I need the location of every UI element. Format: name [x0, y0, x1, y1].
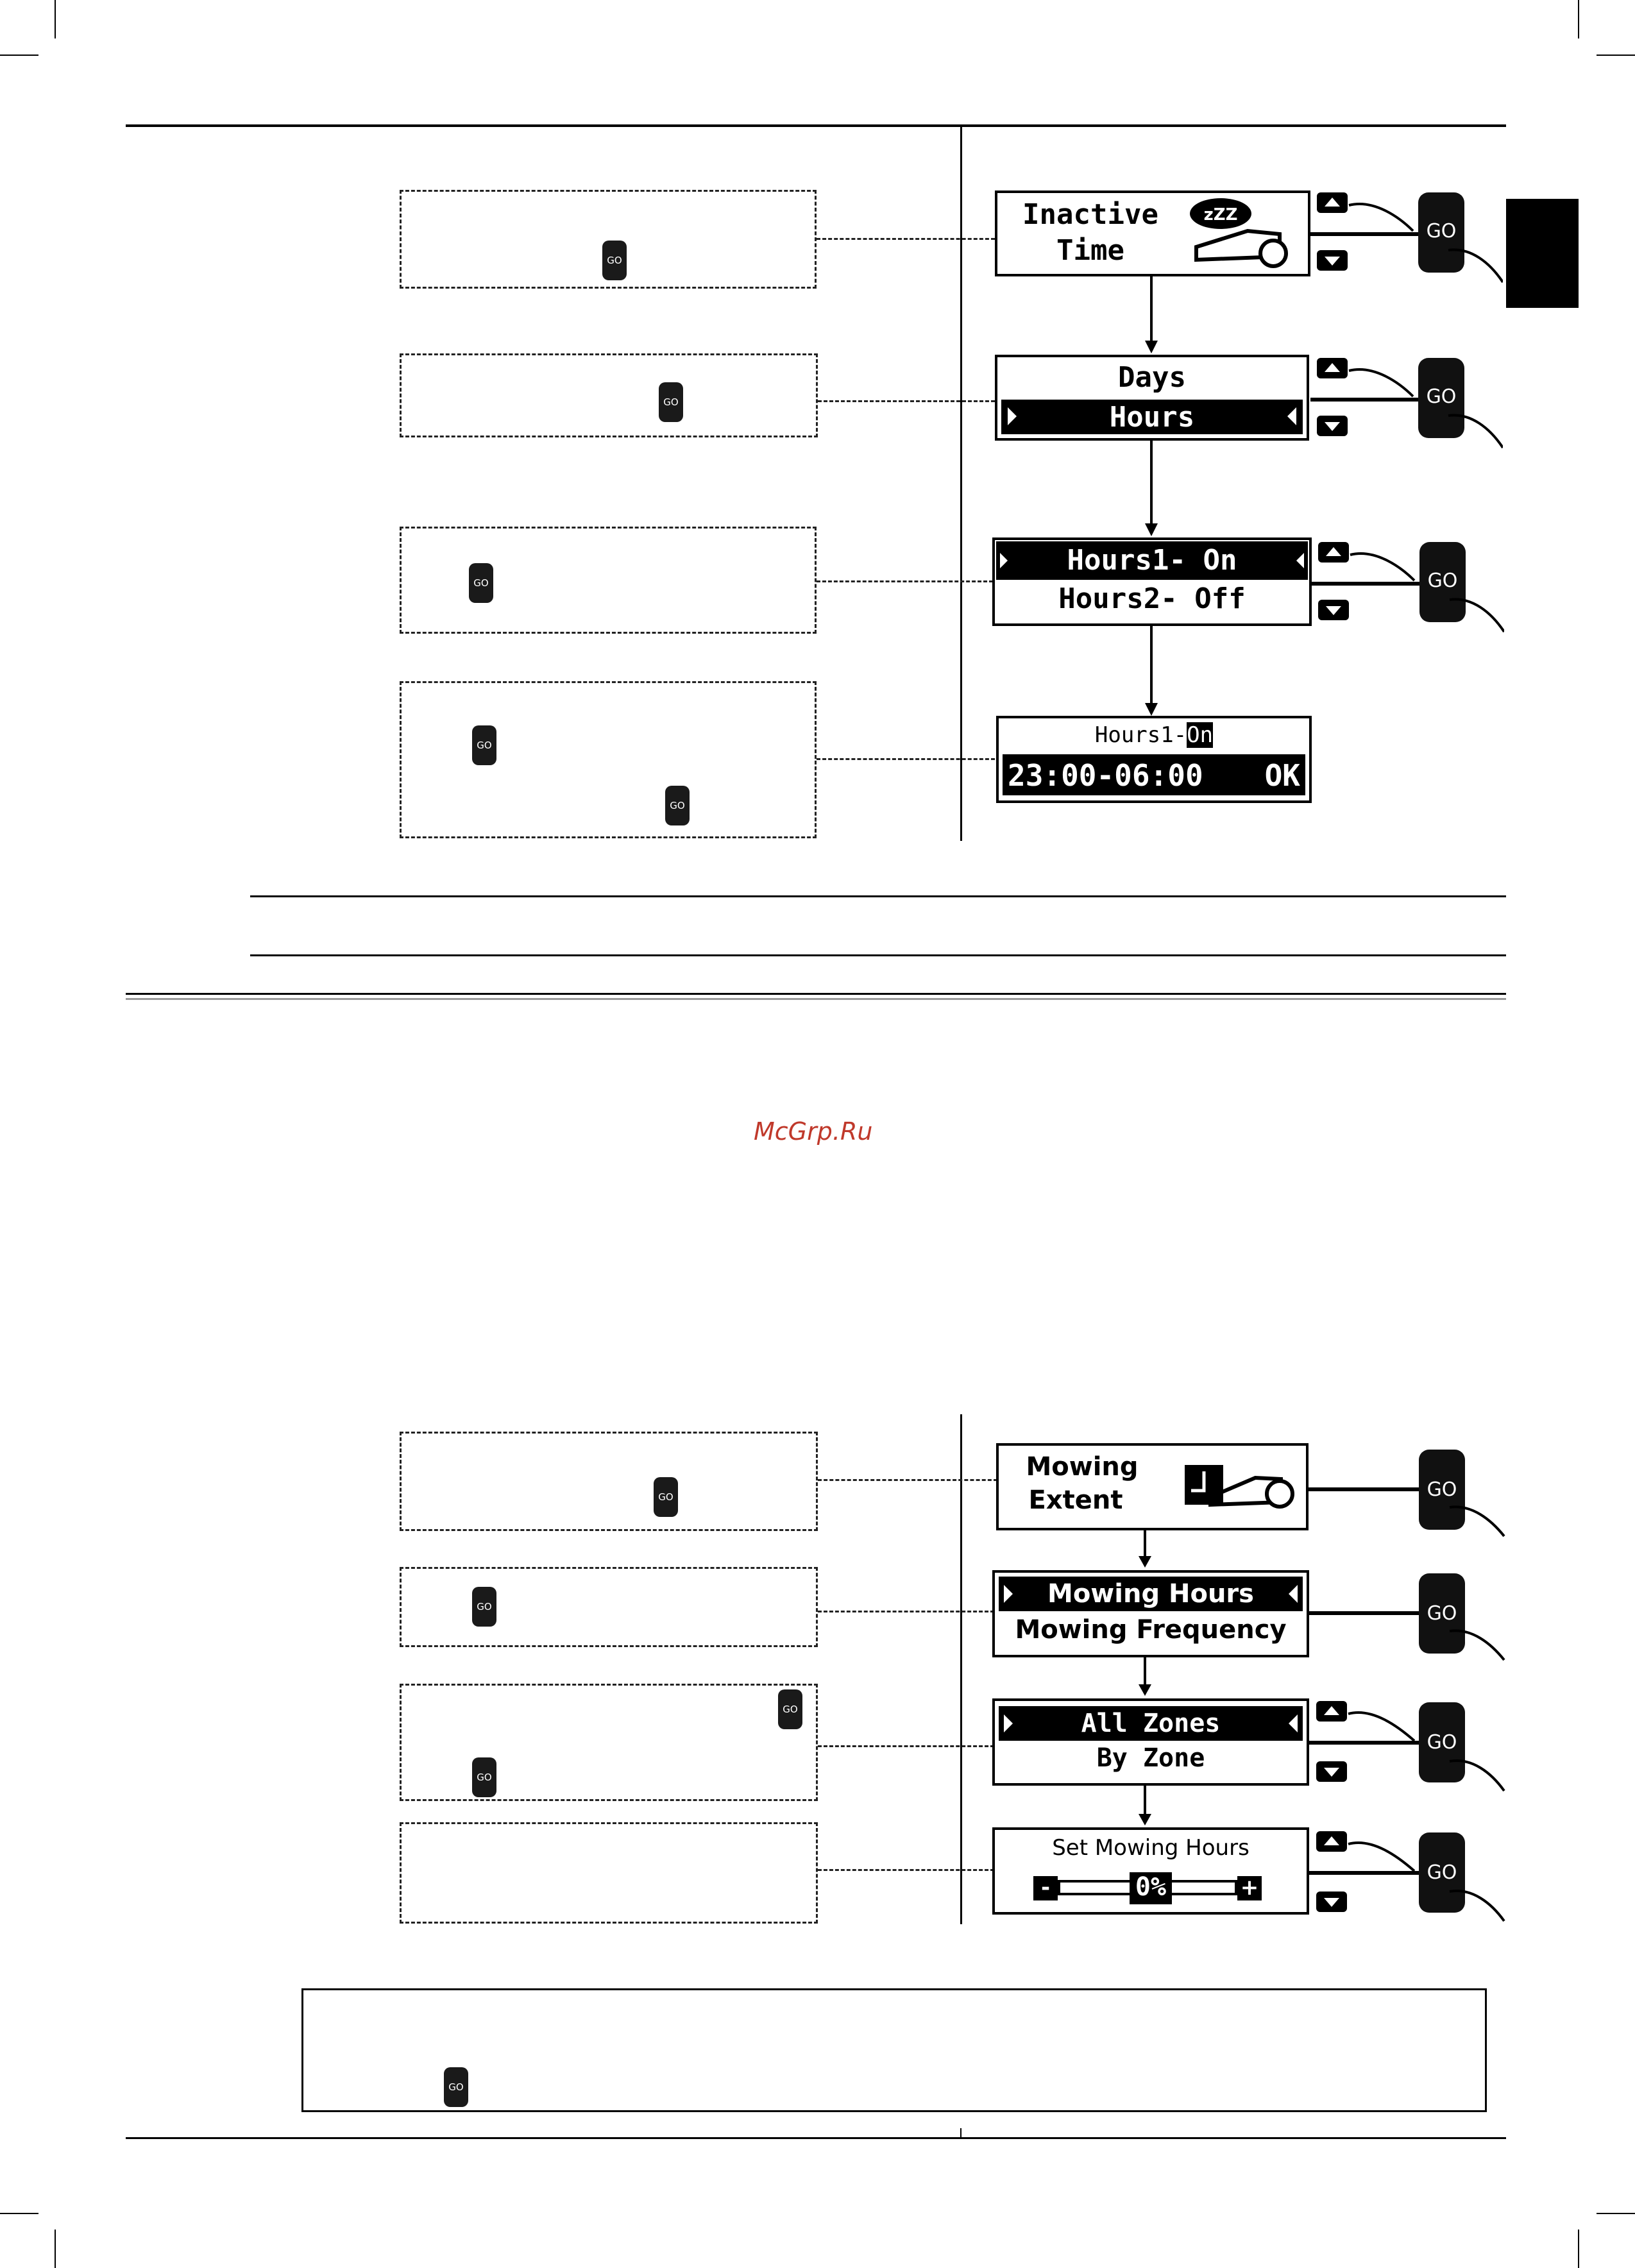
crop-mark — [1578, 0, 1579, 38]
callout-box — [400, 190, 817, 289]
crop-mark — [1597, 55, 1635, 56]
crop-mark — [1597, 2213, 1635, 2214]
go-button-icon: GO — [602, 241, 627, 280]
callout-box — [400, 1822, 818, 1924]
go-button-icon: GO — [472, 1757, 496, 1797]
progress-value: 0% — [1130, 1872, 1172, 1904]
keypad-go-icon — [1309, 1567, 1507, 1663]
callout-box — [400, 1432, 818, 1531]
increase-icon: + — [1237, 1876, 1262, 1900]
lcd-title: Set Mowing Hours — [1052, 1835, 1250, 1861]
connector-line — [818, 400, 995, 402]
go-button-icon: GO — [472, 725, 496, 765]
select-arrow-right-icon — [1289, 1714, 1298, 1732]
lcd-line-2: Hours — [1109, 401, 1195, 434]
go-button-icon: GO — [469, 563, 493, 603]
go-button-icon: GO — [778, 1689, 802, 1729]
connector-line — [818, 1869, 994, 1871]
connector-line — [817, 580, 993, 582]
watermark: McGrp.Ru — [754, 1117, 873, 1146]
flow-arrows — [1142, 276, 1161, 725]
callout-box — [400, 353, 818, 437]
svg-text:GO: GO — [1427, 1861, 1457, 1884]
connector-line — [818, 1611, 994, 1612]
lcd-line-2: Extent — [1028, 1485, 1123, 1515]
connector-line — [818, 1745, 994, 1747]
lcd-line-1: Hours1- On — [1067, 544, 1237, 577]
lcd-line-1: Mowing — [1026, 1452, 1139, 1482]
lcd-time-row — [1003, 754, 1305, 795]
lcd-line-2: By Zone — [1096, 1743, 1205, 1773]
keypad-updown-go-icon — [1310, 351, 1503, 454]
section-rule — [126, 993, 1506, 995]
select-arrow-left-icon — [1004, 1714, 1013, 1732]
crop-mark — [55, 2230, 56, 2268]
select-arrow-left-icon — [1008, 407, 1017, 425]
chapter-tab — [1506, 199, 1579, 308]
mowing-extent-icon — [1185, 1459, 1300, 1516]
select-arrow-left-icon — [1000, 553, 1008, 568]
keypad-updown-go-icon — [1309, 1825, 1507, 1927]
connector-line — [817, 238, 995, 240]
go-button-icon: GO — [444, 2067, 468, 2107]
lcd-line-1: Mowing Hours — [1047, 1579, 1254, 1609]
svg-text:GO: GO — [1427, 1478, 1457, 1501]
ok-label: OK — [1264, 758, 1300, 793]
connector-line — [817, 758, 995, 760]
svg-text:zZZ: zZZ — [1203, 205, 1238, 224]
section-rule — [250, 895, 1506, 897]
callout-box — [400, 1684, 818, 1801]
crop-mark — [1578, 2230, 1579, 2268]
lcd-line-1: Days — [1118, 361, 1186, 394]
lcd-line-2: Hours2- Off — [1058, 582, 1246, 615]
lcd-screen-hours-edit — [996, 716, 1312, 803]
svg-text:GO: GO — [1427, 570, 1458, 592]
footer-rule — [126, 2137, 1506, 2139]
lcd-line-2: Time — [1056, 234, 1124, 267]
go-button-icon: GO — [654, 1477, 678, 1517]
note-box — [301, 1988, 1487, 2112]
go-button-icon: GO — [665, 786, 690, 825]
svg-text:GO: GO — [1426, 220, 1457, 242]
keypad-updown-go-icon — [1310, 186, 1503, 289]
keypad-go-icon — [1309, 1443, 1507, 1539]
keypad-updown-go-icon — [1312, 536, 1504, 638]
sleeping-mower-icon — [1183, 196, 1299, 271]
callout-box — [400, 1567, 818, 1647]
column-divider — [960, 126, 962, 841]
decrease-icon: - — [1033, 1876, 1058, 1900]
select-arrow-left-icon — [1004, 1585, 1013, 1603]
section-rule — [250, 954, 1506, 956]
lcd-screen-mowing-extent — [996, 1443, 1309, 1530]
go-button-icon: GO — [659, 382, 683, 422]
footer-tick — [960, 2128, 962, 2137]
column-divider — [960, 1414, 962, 1924]
callout-box — [400, 681, 817, 838]
connector-line — [818, 1479, 997, 1481]
lcd-line-1: All Zones — [1081, 1709, 1221, 1738]
crop-mark — [55, 0, 56, 38]
section-rule — [126, 998, 1506, 1000]
lcd-title: Hours1-On — [1094, 722, 1214, 748]
crop-mark — [0, 55, 38, 56]
lcd-line-1: Inactive — [1022, 198, 1158, 231]
callout-box — [400, 527, 817, 634]
lcd-screen-inactive-time — [995, 190, 1310, 276]
select-arrow-right-icon — [1287, 407, 1296, 425]
flow-arrows — [1135, 1530, 1155, 1832]
time-range: 23:00-06:00 — [1008, 758, 1203, 793]
svg-text:GO: GO — [1427, 1602, 1457, 1625]
svg-text:GO: GO — [1427, 1731, 1457, 1754]
lcd-screen-set-mowing-hours — [992, 1827, 1309, 1915]
top-rule — [126, 124, 1506, 127]
keypad-updown-go-icon — [1309, 1695, 1507, 1797]
go-button-icon: GO — [472, 1587, 496, 1627]
select-arrow-right-icon — [1296, 553, 1304, 568]
select-arrow-right-icon — [1289, 1585, 1298, 1603]
lcd-line-2: Mowing Frequency — [1015, 1615, 1287, 1645]
svg-text:GO: GO — [1426, 385, 1457, 408]
crop-mark — [0, 2213, 38, 2214]
